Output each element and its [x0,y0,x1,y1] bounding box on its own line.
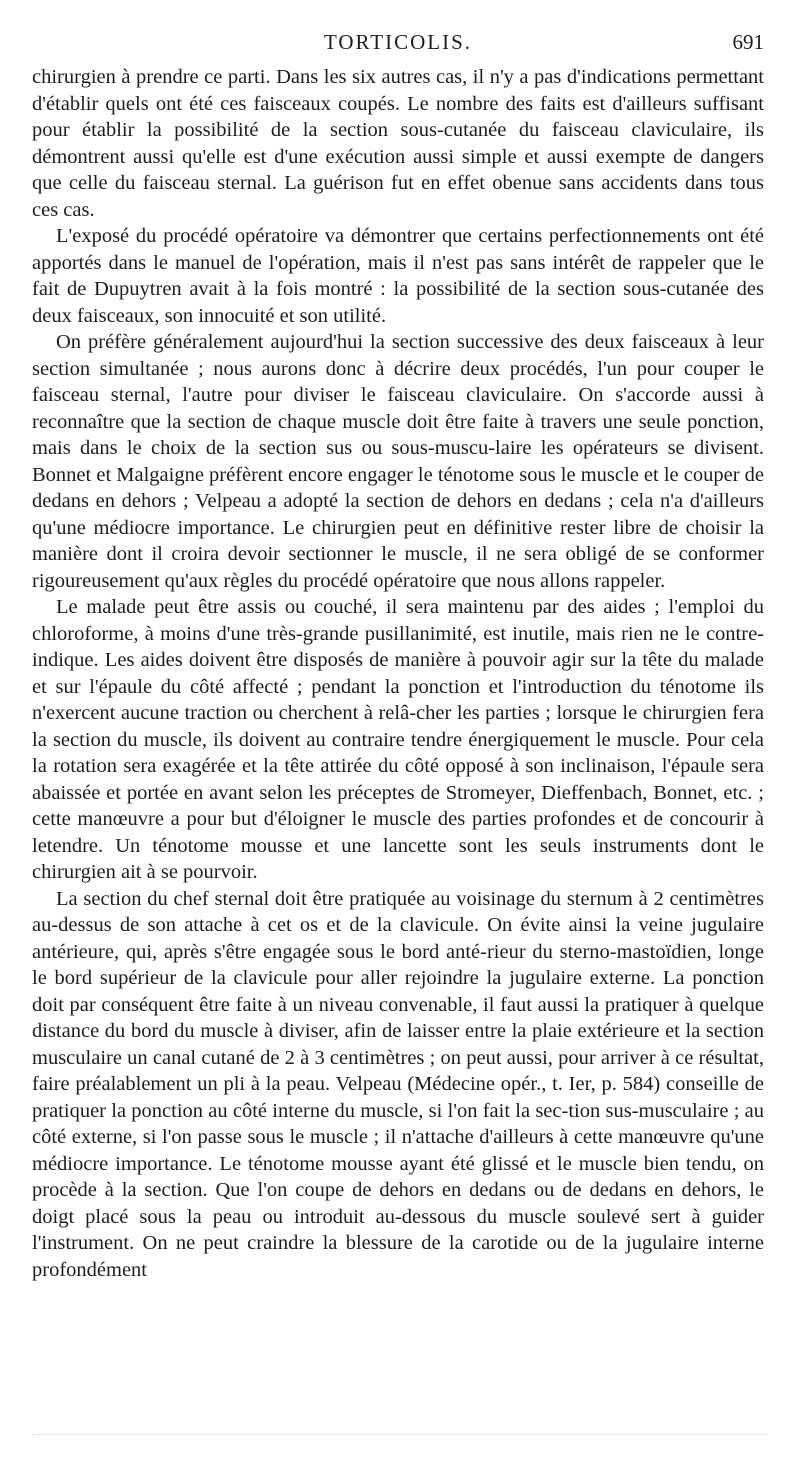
paragraph: Le malade peut être assis ou couché, il sera maintenu par des aides ; l'emploi du chloroforme, à moins d'une très-grande pusillanimité, est inutile, mais rien ne le contre-indique. Les aides doivent être disposés de manière à pouvoir agir sur la tête du malade et sur l'épaule du côté affecté ; pendant la ponction et l'introduction du ténotome ils n'exercent aucune traction ou cherchent à relâ-cher les parties ; lorsque le chirurgien fera la section du muscle, ils doivent au contraire tendre énergiquement le muscle. Pour cela la rotation sera exagérée et la tête attirée du côté opposé à son inclinaison, l'épaule sera abaissée et portée en avant selon les préceptes de Stromeyer, Dieffenbach, Bonnet, etc. ; cette manœuvre a pour but d'éloigner le muscle des parties profondes et de concourir à letendre. Un ténotome mousse et une lancette sont les seuls instruments dont le chirurgien ait à se pourvoir. [32,596,764,883]
paragraph: La section du chef sternal doit être pratiquée au voisinage du sternum à 2 centimètres au-dessus de son attache à cet os et de la clavicule. On évite ainsi la veine jugulaire antérieure, qui, après s'être engagée sous le bord anté-rieur du sterno-mastoïdien, longe le bord supérieur de la clavicule pour aller rejoindre la jugulaire externe. La ponction doit par conséquent être faite à un niveau convenable, il faut aussi la pratiquer à quelque distance du bord du muscle à diviser, afin de laisser entre la plaie extérieure et la section musculaire un canal cutané de 2 à 3 centimètres ; on peut aussi, pour arriver à ce résultat, faire préalablement un pli à la peau. Velpeau (Médecine opér., t. Ier, p. 584) conseille de pratiquer la ponction au côté interne du muscle, si l'on fait la sec-tion sus-musculaire ; au côté externe, si l'on passe sous le muscle ; il n'attache d'ailleurs à cette manœuvre qu'une médiocre importance. Le ténotome mousse ayant été glissé et le muscle bien tendu, on procède à la section. Que l'on coupe de dehors en dedans ou de dedans en dehors, le doigt placé sous la peau ou introduit au-dessous du muscle soulevé sert à guider l'instrument. On ne peut craindre la blessure de la carotide ou de la jugulaire interne profondément [32,887,764,1281]
running-title: TORTICOLIS. [323,30,473,54]
paragraph: L'exposé du procédé opératoire va démontrer que certains perfectionnements ont été apportés dans le manuel de l'opération, mais il n'est pas sans intérêt de rappeler que le fait de Dupuytren avait à la fois montré : la possibilité de la section sous-cutanée des deux faisceaux, son innocuité et son utilité. [32,225,764,327]
paragraph: On préfère généralement aujourd'hui la section successive des deux faisceaux à leur section simultanée ; nous aurons donc à décrire deux procédés, l'un pour couper le faisceau sternal, l'autre pour diviser le faisceau claviculaire. On s'accorde aussi à reconnaître que la section de chaque muscle doit être faite à travers une seule ponction, mais dans le choix de la section sus ou sous-muscu-laire les opérateurs se divisent. Bonnet et Malgaigne préfèrent encore engager le ténotome sous le muscle et le couper de dedans en dehors ; Velpeau a adopté la section de dehors en dedans ; cela n'a d'ailleurs qu'une médiocre importance. Le chirurgien peut en définitive rester libre de choisir la manière dont il croira devoir sectionner le muscle, il ne sera obligé de se conformer rigoureusement qu'aux règles du procédé opératoire que nous allons rappeler. [32,331,765,592]
paragraph: chirurgien à prendre ce parti. Dans les six autres cas, il n'y a pas d'indications permettant d'établir quels ont été ces faisceaux coupés. Le nombre des faits est d'ailleurs suffisant pour établir la possibilité de la section sous-cutanée du faisceau claviculaire, ils démontrent aussi qu'elle est d'une exécution aussi simple et aussi exempte de dangers que celle du faisceau sternal. La guérison fut en effet obenue sans accidents dans tous ces cas. [32,66,764,221]
faint-bottom-line [32,1434,768,1435]
body-text [32,64,764,1283]
page-number: 691 [732,30,764,54]
page-header [32,30,764,54]
